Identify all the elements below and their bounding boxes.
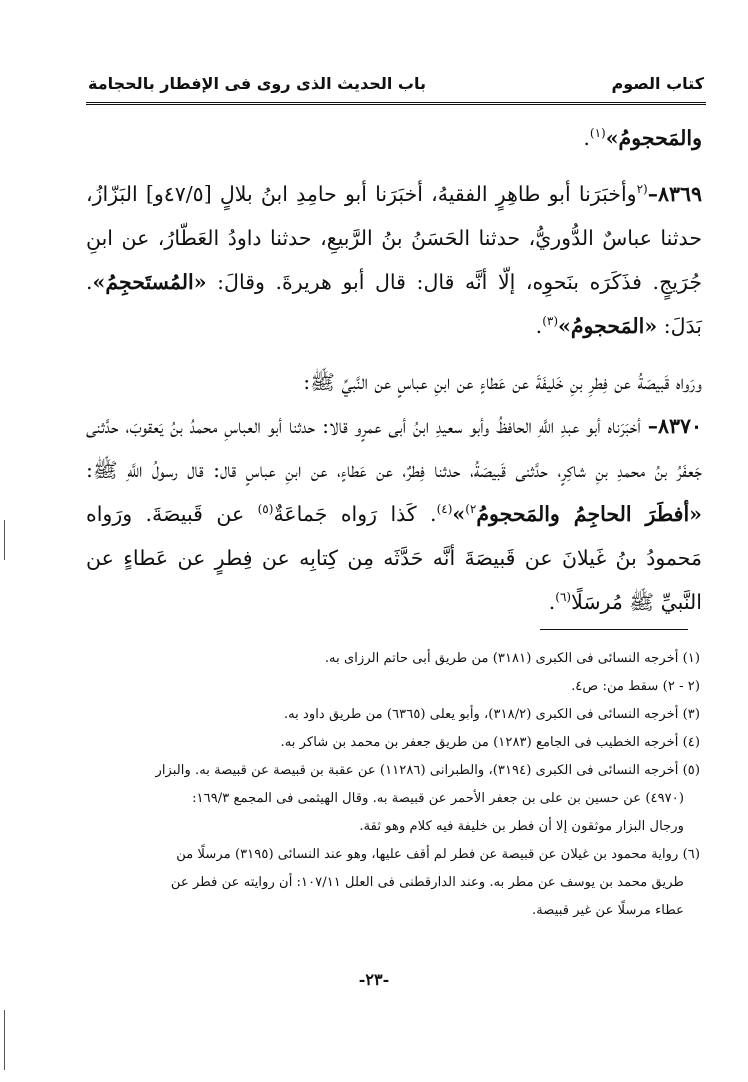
page-number: -٢٣-: [358, 970, 390, 989]
running-header: [88, 68, 704, 98]
header-divider: [86, 102, 706, 105]
footnote-5: (٥) أخرجه النسائى فى الكبرى (٣١٩٤)، والطبرانى (١١٢٨٦) عن عقبة بن قبيصة عن قبيصة به. والبزار: [155, 763, 700, 778]
footnote-ref: (٤): [436, 502, 453, 517]
hadith-8369: ٨٣٦٩–$^{(٢}$وأخبَرَنا أبو طاهِرٍ الفقيهُ، أخبَرَنا أبو حامِدِ ابنُ بلالٍ [٤٧/٥و] البَزّازُ، حدثنا عباسٌ الدُّوريُّ، حدثنا الحَسَنُ بنُ الرَّبيعِ، حدثنا داودُ العَطّارُ، عن ابنِ جُرَيجٍ. فذَكَرَه بنَحوِه، إلّا أنَّه قال: قال أبو هريرةَ. وقالَ: «المُستَحجِمُ». بَدَلَ: «المَحجومُ»$^{(٣)}$.: [86, 182, 702, 338]
footnote-6: (٦) رواية محمود بن غيلان عن قبيصة عن فطر لم أقف عليها، وهو عند النسائى (٣١٩٥) مرسلًا من: [176, 847, 700, 862]
header-book-title: كتاب الصوم: [611, 73, 704, 93]
footnotes: [90, 645, 700, 925]
footnote-1: (١) أخرجه النسائى فى الكبرى (٣١٨١) من طريق أبى حاتم الرزاى به.: [324, 651, 700, 666]
footnote-2: (٢ - ٢) سقط من: ص٤.: [571, 679, 700, 694]
footnote-4: (٤) أخرجه الخطيب فى الجامع (١٢٨٣) من طريق جعفر بن محمد بن شاكر به.: [280, 735, 700, 750]
footnote-ref: (٣): [542, 314, 559, 329]
footnote-ref: (٥): [257, 502, 274, 517]
narration-note: ورَواه قَبيصَةُ عن فِطرِ بنِ خَليفَةَ عن عَطاءٍ عن ابنِ عباسٍ عن النَّبيِّ ﷺ:: [303, 370, 702, 394]
footnote-5-line-3: ورجال البزار موثقون إلا أن فطر بن خليفة فيه كلام وهو ثقة.: [359, 819, 684, 834]
footnote-5-line-2: (٤٩٧٠) عن حسين بن على بن جعفر الأحمر عن قبيصة به. وقال الهيثمى فى المجمع ١٦٩/٣:: [192, 791, 684, 806]
hadith-number: ٨٣٧٠–: [647, 414, 702, 438]
scan-edge-mark: [4, 520, 5, 560]
footnote-ref: (٦): [555, 590, 572, 605]
hadith-8370: ٨٣٧٠– أخبَرَناه أبو عبدِ اللَّهِ الحافظُ وأبو سعيدِ ابنُ أبى عمرٍو قالا: حدثنا أبو العباسِ محمدُ بنُ يَعقوبَ، حدَّثنى جَعفَرُ بنُ محمدِ بنِ شاكِرٍ، حدَّثنى قَبيصَةُ، حدثنا فِطرٌ، عن عَطاءٍ، عن ابنِ عباسٍ قال: قال رسولُ اللَّهِ ﷺ: «أفطَرَ الحاجِمُ والمَحجومُ$^{٢)}$»$^{(٤)}$. كَذا رَواه جَماعَةٌ$^{(٥)}$ عن قَبيصَةَ. ورَواه مَحمودُ بنُ غَيلانَ عن قَبيصَةَ أنَّه حَدَّثَه مِن كِتابِه عن فِطرٍ عن عَطاءٍ عن النَّبيِّ ﷺ مُرسَلًا$^{(٦)}$.: [86, 414, 702, 614]
footnote-ref: (٢: [636, 182, 648, 197]
footnote-6-line-3: عطاء مرسلًا عن غير قبيصة.: [532, 903, 684, 918]
footnote-6-line-2: طريق محمد بن يوسف عن مطر به. وعند الدارقطنى فى العلل ١٠٧/١١: أن روايته عن فطر عن: [170, 875, 684, 890]
hadith-number: ٨٣٦٩–: [647, 182, 702, 206]
header-chapter-title: باب الحديث الذى روى فى الإفطار بالحجامة: [88, 73, 426, 93]
scan-edge-mark: [4, 1010, 5, 1070]
footnote-3: (٣) أخرجه النسائى فى الكبرى (٣١٨/٢)، وأبو يعلى (٦٣٦٥) من طريق داود به.: [283, 707, 700, 722]
footnote-ref: (١): [589, 126, 606, 141]
main-text: [86, 116, 702, 624]
footnote-ref: ٢): [465, 502, 477, 517]
paragraph-continuation: والمَحجومُ»$^{(١)}$.: [583, 126, 702, 150]
footnote-divider: [540, 629, 688, 630]
